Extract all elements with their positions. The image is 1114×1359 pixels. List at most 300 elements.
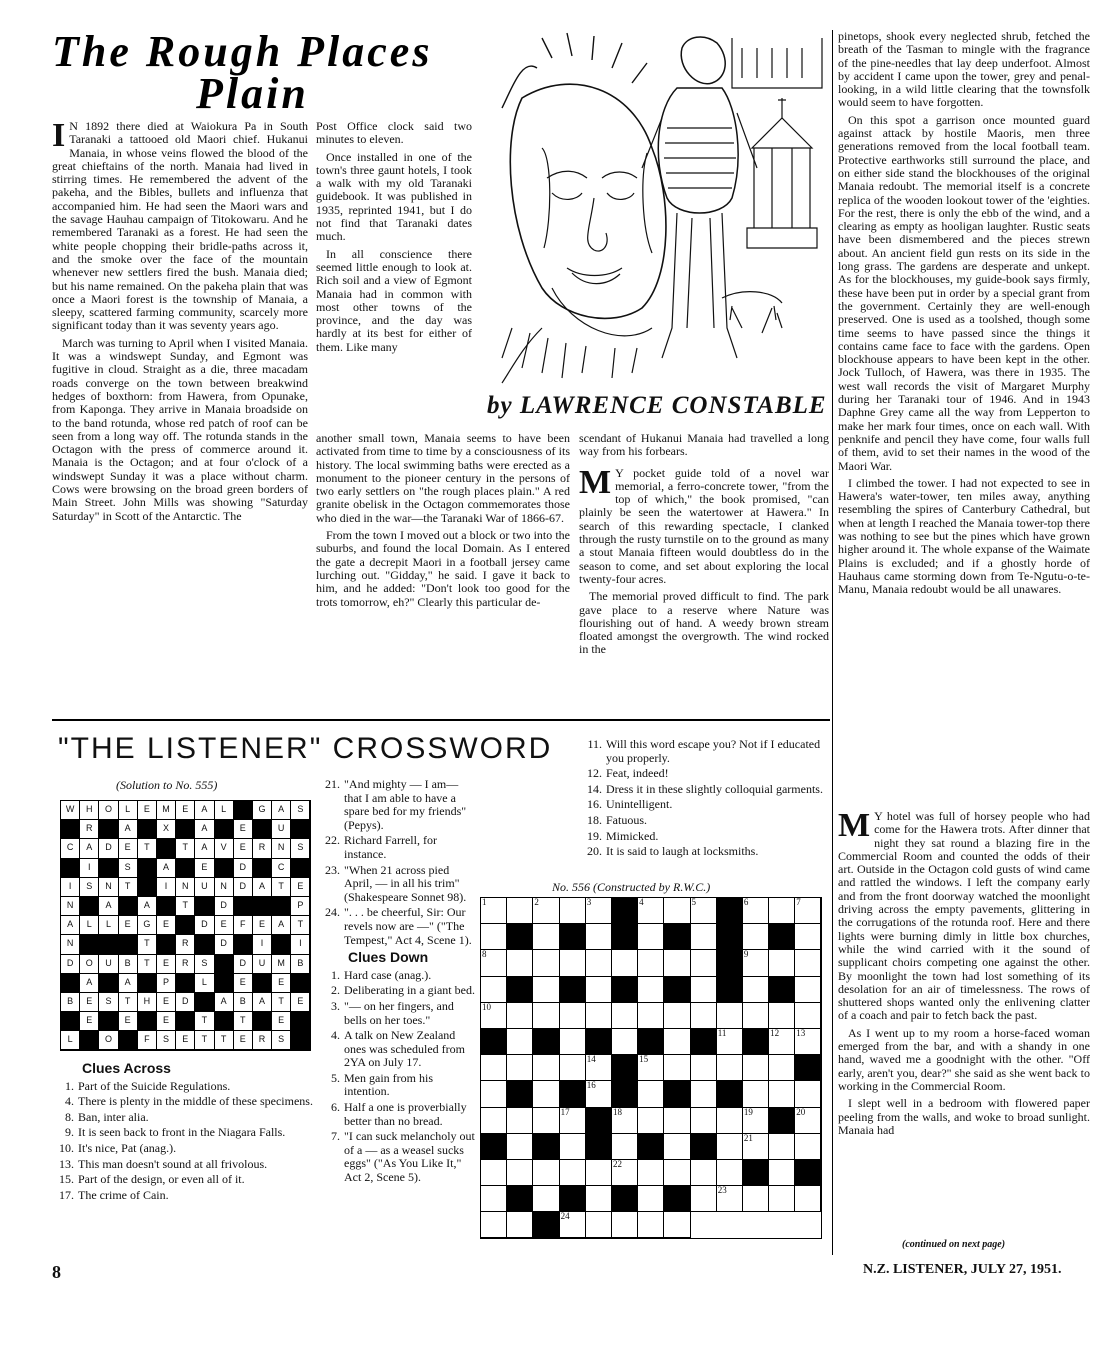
solution-cell: H <box>80 801 99 820</box>
puzzle-cell[interactable] <box>612 1081 638 1107</box>
puzzle-cell[interactable] <box>691 1134 717 1160</box>
puzzle-cell[interactable]: 10 <box>481 1003 507 1029</box>
puzzle-cell[interactable] <box>717 898 743 924</box>
puzzle-cell[interactable] <box>586 1029 612 1055</box>
puzzle-cell[interactable] <box>638 1003 664 1029</box>
puzzle-cell[interactable]: 15 <box>638 1055 664 1081</box>
solution-cell: T <box>215 1031 234 1050</box>
solution-cell: T <box>195 1031 214 1050</box>
puzzle-cell[interactable] <box>586 977 612 1003</box>
puzzle-cell[interactable] <box>560 977 586 1003</box>
solution-grid <box>60 800 311 1051</box>
clues-across-heading: Clues Across <box>82 1060 171 1076</box>
clue-item: 13. This man doesn't sound at all frivolous. <box>59 1156 268 1171</box>
puzzle-cell[interactable]: 24 <box>560 1212 586 1238</box>
clue-item: 2. Deliberating in a giant bed. <box>331 983 475 998</box>
puzzle-cell[interactable] <box>664 924 690 950</box>
solution-cell: H <box>138 993 157 1012</box>
solution-cell: T <box>291 916 310 935</box>
puzzle-cell[interactable] <box>743 1081 769 1107</box>
puzzle-cell[interactable] <box>507 924 533 950</box>
solution-cell <box>253 820 272 839</box>
solution-cell: D <box>215 935 234 954</box>
solution-cell: F <box>138 1031 157 1050</box>
solution-cell: L <box>80 916 99 935</box>
issue-line: N.Z. LISTENER, JULY 27, 1951. <box>863 1262 1062 1277</box>
puzzle-cell[interactable] <box>691 1108 717 1134</box>
puzzle-cell[interactable] <box>586 1160 612 1186</box>
puzzle-cell[interactable] <box>586 1212 612 1238</box>
solution-cell: R <box>176 955 195 974</box>
solution-cell: A <box>119 820 138 839</box>
article-paragraph: I N 1892 there died at Waiokura Pa in South Taranaki a tattooed old Maori chief. Hukanui Manaia, in whose veins flowed the blood of the great chieftains of the north. Manaia had lived in stirring times. He remembered the advent of the pakeha, and the Bibles, bullets and influenza that accompanied him. He had seen the Maori wars and the savage Hauhau campaign of Titokowaru. And he remembered Taranaki as a forest. He had seen the white people chopping their bridle-paths across it, and the smoke over the face of the mountain whenever new settlers fired the bush. Manaia died; but his name remained. On the pakeha plain that was once a Maori forest is the township of Manaia, a sleepy, scattered farming community, scarcely more significant today than it was seventy years ago. <box>52 120 308 333</box>
puzzle-cell[interactable] <box>612 1029 638 1055</box>
puzzle-cell[interactable] <box>638 1186 664 1212</box>
puzzle-cell[interactable] <box>743 1186 769 1212</box>
puzzle-cell[interactable] <box>743 1003 769 1029</box>
puzzle-cell[interactable] <box>533 1212 559 1238</box>
puzzle-cell[interactable] <box>560 898 586 924</box>
puzzle-cell[interactable] <box>612 898 638 924</box>
puzzle-cell[interactable] <box>691 950 717 976</box>
puzzle-cell[interactable] <box>769 1055 795 1081</box>
puzzle-cell[interactable] <box>743 1029 769 1055</box>
puzzle-cell[interactable] <box>638 1108 664 1134</box>
puzzle-cell[interactable] <box>769 1134 795 1160</box>
puzzle-cell[interactable]: 5 <box>691 898 717 924</box>
puzzle-cell[interactable]: 16 <box>586 1081 612 1107</box>
puzzle-cell[interactable] <box>586 1134 612 1160</box>
solution-cell: E <box>234 974 253 993</box>
puzzle-cell[interactable] <box>769 898 795 924</box>
puzzle-cell[interactable] <box>612 1212 638 1238</box>
solution-cell: B <box>291 955 310 974</box>
solution-cell: G <box>253 801 272 820</box>
puzzle-cell[interactable] <box>717 950 743 976</box>
solution-cell <box>176 974 195 993</box>
puzzle-cell[interactable]: 13 <box>795 1029 821 1055</box>
solution-cell: U <box>272 820 291 839</box>
solution-cell: N <box>176 878 195 897</box>
puzzle-cell[interactable] <box>743 924 769 950</box>
puzzle-cell[interactable] <box>560 950 586 976</box>
solution-cell <box>272 897 291 916</box>
puzzle-cell[interactable] <box>560 1029 586 1055</box>
puzzle-cell[interactable] <box>533 1081 559 1107</box>
puzzle-cell[interactable] <box>560 1186 586 1212</box>
article-paragraph: I climbed the tower. I had not expected to see in Hawera's water-tower, ten miles away, anything resembling the spires of Canterbury Cathedral, but when at length I reached the Manaia tower-top there was nothing to see but the pines which have grown higher around it. The whole expanse of the Waimate Plains is excluded; and if a ghostly horde of Hauhaus came storming down from Te-Ngutu-o-te-Manu, Manaia redoubt would be all unawares. <box>838 475 1090 597</box>
puzzle-cell[interactable] <box>664 1003 690 1029</box>
solution-cell: E <box>291 993 310 1012</box>
puzzle-cell[interactable] <box>481 1186 507 1212</box>
puzzle-cell[interactable] <box>586 1108 612 1134</box>
puzzle-cell[interactable] <box>481 1055 507 1081</box>
puzzle-cell[interactable] <box>691 924 717 950</box>
puzzle-cell[interactable] <box>795 1186 821 1212</box>
puzzle-cell[interactable] <box>717 1081 743 1107</box>
puzzle-cell[interactable] <box>481 1160 507 1186</box>
puzzle-cell[interactable]: 14 <box>586 1055 612 1081</box>
puzzle-cell[interactable] <box>664 1212 690 1238</box>
puzzle-cell[interactable]: 3 <box>586 898 612 924</box>
solution-cell <box>80 1031 99 1050</box>
puzzle-cell[interactable] <box>691 1081 717 1107</box>
puzzle-cell[interactable] <box>795 1003 821 1029</box>
solution-cell: X <box>157 820 176 839</box>
solution-cell: O <box>99 1031 118 1050</box>
solution-cell <box>138 859 157 878</box>
solution-cell: F <box>234 916 253 935</box>
article-title-line2: Plain <box>196 69 309 118</box>
puzzle-cell[interactable] <box>533 1003 559 1029</box>
puzzle-cell[interactable] <box>691 1003 717 1029</box>
puzzle-cell[interactable] <box>612 950 638 976</box>
solution-cell <box>119 935 138 954</box>
puzzle-cell[interactable] <box>664 1108 690 1134</box>
solution-cell <box>99 859 118 878</box>
clue-item: 21. "And mighty — I am—that I am able to have a spare bed for my friends" (Pepys). <box>325 777 467 832</box>
solution-cell: D <box>61 955 80 974</box>
puzzle-cell[interactable] <box>769 924 795 950</box>
puzzle-cell[interactable] <box>533 1108 559 1134</box>
puzzle-cell[interactable] <box>507 1055 533 1081</box>
puzzle-cell[interactable] <box>507 1029 533 1055</box>
puzzle-cell[interactable] <box>795 1055 821 1081</box>
solution-cell <box>195 935 214 954</box>
solution-caption: (Solution to No. 555) <box>116 778 218 792</box>
clue-item: 18. Fatuous. <box>587 812 648 827</box>
puzzle-cell[interactable]: 4 <box>638 898 664 924</box>
solution-cell: N <box>61 935 80 954</box>
solution-cell: B <box>119 955 138 974</box>
clue-item: 7. "I can suck melancholy out of a — as a weasel sucks eggs" ("As You Like It," Act 2, Scene 5). <box>331 1129 475 1185</box>
puzzle-cell[interactable] <box>769 1108 795 1134</box>
puzzle-cell[interactable] <box>769 950 795 976</box>
puzzle-cell[interactable] <box>795 1081 821 1107</box>
solution-cell: E <box>291 878 310 897</box>
puzzle-cell[interactable] <box>638 1081 664 1107</box>
solution-cell <box>215 1012 234 1031</box>
puzzle-cell[interactable] <box>507 1212 533 1238</box>
puzzle-cell[interactable] <box>560 924 586 950</box>
puzzle-cell[interactable] <box>533 1055 559 1081</box>
clues-across-right <box>318 778 476 1187</box>
clue-item: 12. Feat, indeed! <box>587 766 669 781</box>
solution-cell: P <box>157 974 176 993</box>
solution-cell: S <box>80 878 99 897</box>
article-column-1 <box>52 120 308 712</box>
puzzle-cell[interactable] <box>638 950 664 976</box>
drop-cap: I <box>52 120 66 154</box>
clue-item: 14. Dress it in these slightly colloquial garments. <box>587 781 823 796</box>
puzzle-cell[interactable] <box>795 1134 821 1160</box>
puzzle-cell[interactable] <box>664 898 690 924</box>
puzzle-cell[interactable] <box>743 977 769 1003</box>
solution-cell <box>176 916 195 935</box>
solution-cell <box>119 897 138 916</box>
solution-cell: E <box>157 993 176 1012</box>
puzzle-cell[interactable] <box>664 1186 690 1212</box>
puzzle-cell[interactable] <box>612 1055 638 1081</box>
solution-cell <box>234 935 253 954</box>
article-paragraph: scendant of Hukanui Manaia had travelled a long way from his forbears. <box>579 432 829 459</box>
puzzle-cell[interactable] <box>481 977 507 1003</box>
puzzle-cell[interactable] <box>507 898 533 924</box>
solution-cell <box>272 935 291 954</box>
article-column-2-lower <box>316 432 570 714</box>
solution-cell <box>99 1012 118 1031</box>
solution-cell: T <box>138 955 157 974</box>
solution-cell: L <box>119 801 138 820</box>
solution-cell: S <box>291 839 310 858</box>
puzzle-cell[interactable] <box>795 950 821 976</box>
solution-cell: I <box>80 859 99 878</box>
solution-cell: A <box>195 839 214 858</box>
clue-item: 17. The crime of Cain. <box>59 1187 169 1202</box>
solution-cell: S <box>291 801 310 820</box>
clue-item: 5. Men gain from his intention. <box>331 1070 433 1099</box>
puzzle-cell[interactable] <box>691 1029 717 1055</box>
solution-cell: A <box>119 974 138 993</box>
puzzle-cell[interactable] <box>664 950 690 976</box>
solution-cell: S <box>272 1031 291 1050</box>
puzzle-cell[interactable] <box>481 924 507 950</box>
puzzle-cell[interactable]: 20 <box>795 1108 821 1134</box>
puzzle-cell[interactable] <box>664 977 690 1003</box>
puzzle-cell[interactable] <box>586 1003 612 1029</box>
solution-cell: E <box>157 1012 176 1031</box>
puzzle-cell[interactable]: 19 <box>743 1108 769 1134</box>
solution-cell: G <box>138 916 157 935</box>
puzzle-cell[interactable] <box>743 1160 769 1186</box>
solution-cell <box>61 859 80 878</box>
puzzle-cell[interactable] <box>533 924 559 950</box>
clue-item: 15. Part of the design, or even all of it. <box>59 1172 245 1187</box>
solution-cell: E <box>272 974 291 993</box>
puzzle-cell[interactable]: 12 <box>769 1029 795 1055</box>
article-paragraph: From the town I moved out a block or two into the suburbs, and found the local Domain. As I entered the gate a decrepit Maori in a football jersey came lurching out. "Gidday," he said. I gave it back to him, and he added: "Don't look too good for the trots tomorrow, eh?" Clearly this particular de- <box>316 528 570 609</box>
puzzle-cell[interactable] <box>638 1212 664 1238</box>
clue-item: 4. There is plenty in the middle of these specimens. <box>65 1094 313 1109</box>
puzzle-cell[interactable] <box>481 1212 507 1238</box>
puzzle-cell[interactable] <box>533 1134 559 1160</box>
puzzle-cell[interactable] <box>664 1029 690 1055</box>
solution-cell: U <box>195 878 214 897</box>
puzzle-cell[interactable] <box>691 1186 717 1212</box>
puzzle-cell[interactable] <box>533 977 559 1003</box>
puzzle-cell[interactable] <box>560 1160 586 1186</box>
puzzle-cell[interactable] <box>507 1003 533 1029</box>
puzzle-cell[interactable] <box>691 1160 717 1186</box>
puzzle-cell[interactable] <box>612 1186 638 1212</box>
puzzle-cell[interactable] <box>795 977 821 1003</box>
solution-cell: A <box>253 878 272 897</box>
puzzle-cell[interactable]: 2 <box>533 898 559 924</box>
puzzle-cell[interactable] <box>533 950 559 976</box>
solution-cell: N <box>272 839 291 858</box>
puzzle-cell[interactable] <box>717 1134 743 1160</box>
clue-item: 20. It is said to laugh at locksmiths. <box>587 844 759 859</box>
solution-cell <box>253 1012 272 1031</box>
solution-cell: D <box>234 878 253 897</box>
puzzle-cell[interactable] <box>612 1134 638 1160</box>
section-divider <box>52 719 830 721</box>
puzzle-cell[interactable] <box>769 1160 795 1186</box>
puzzle-cell[interactable] <box>586 1186 612 1212</box>
puzzle-cell[interactable] <box>638 1160 664 1186</box>
solution-cell: D <box>234 955 253 974</box>
solution-cell: E <box>119 839 138 858</box>
clue-item: 1. Part of the Suicide Regulations. <box>65 1078 231 1093</box>
solution-cell: D <box>99 839 118 858</box>
puzzle-cell[interactable]: 22 <box>612 1160 638 1186</box>
puzzle-cell[interactable] <box>717 1160 743 1186</box>
puzzle-cell[interactable] <box>533 1029 559 1055</box>
solution-cell: I <box>253 935 272 954</box>
solution-cell: E <box>80 993 99 1012</box>
solution-cell: I <box>61 878 80 897</box>
puzzle-cell[interactable] <box>664 1160 690 1186</box>
solution-cell <box>253 974 272 993</box>
puzzle-cell[interactable]: 17 <box>560 1108 586 1134</box>
column-divider <box>832 30 833 1255</box>
solution-cell: E <box>119 1012 138 1031</box>
puzzle-cell[interactable] <box>612 1003 638 1029</box>
solution-cell: A <box>80 839 99 858</box>
puzzle-cell[interactable] <box>481 1134 507 1160</box>
puzzle-cell[interactable]: 7 <box>795 898 821 924</box>
puzzle-cell[interactable]: 1 <box>481 898 507 924</box>
puzzle-cell[interactable] <box>664 1055 690 1081</box>
puzzle-cell[interactable]: 23 <box>717 1186 743 1212</box>
puzzle-cell[interactable]: 9 <box>743 950 769 976</box>
solution-cell: C <box>61 839 80 858</box>
puzzle-cell[interactable] <box>533 1160 559 1186</box>
clue-item: 6. Half a one is proverbially better than no bread. <box>331 1100 467 1128</box>
solution-cell: A <box>253 993 272 1012</box>
solution-cell: T <box>176 897 195 916</box>
puzzle-cell[interactable] <box>769 1003 795 1029</box>
puzzle-cell[interactable] <box>717 977 743 1003</box>
puzzle-cell[interactable] <box>560 1134 586 1160</box>
solution-cell: T <box>234 1012 253 1031</box>
solution-cell: A <box>61 916 80 935</box>
puzzle-cell[interactable] <box>638 1029 664 1055</box>
puzzle-caption: No. 556 (Constructed by R.W.C.) <box>552 880 711 894</box>
solution-cell: E <box>157 955 176 974</box>
article-paragraph: The memorial proved difficult to find. The park gave place to a reserve where Nature was flourishing out of hand. A weedy brown stream floated amongst the overgrowth. The wind rocked in the <box>579 589 829 657</box>
puzzle-cell[interactable] <box>507 977 533 1003</box>
puzzle-cell[interactable]: 18 <box>612 1108 638 1134</box>
puzzle-cell[interactable] <box>560 1003 586 1029</box>
puzzle-cell[interactable]: 8 <box>481 950 507 976</box>
solution-cell <box>138 974 157 993</box>
solution-cell: T <box>119 993 138 1012</box>
solution-cell: E <box>234 820 253 839</box>
solution-cell: O <box>80 955 99 974</box>
article-paragraph: I slept well in a bedroom with flowered paper peeling from the walls, and woke to broad sunlight. Manaia had <box>838 1096 1090 1137</box>
article-column-4 <box>838 30 1090 800</box>
puzzle-cell[interactable] <box>743 1055 769 1081</box>
puzzle-cell[interactable] <box>638 924 664 950</box>
clue-item: 3. "— on her fingers, and bells on her toes." <box>331 998 454 1027</box>
puzzle-cell[interactable] <box>481 1108 507 1134</box>
puzzle-cell[interactable] <box>481 1029 507 1055</box>
puzzle-cell[interactable] <box>717 1055 743 1081</box>
solution-cell: A <box>99 897 118 916</box>
puzzle-cell[interactable] <box>769 1081 795 1107</box>
solution-cell: E <box>80 1012 99 1031</box>
puzzle-cell[interactable]: 21 <box>743 1134 769 1160</box>
article-column-3 <box>579 432 829 714</box>
solution-cell <box>176 820 195 839</box>
puzzle-cell[interactable] <box>507 1081 533 1107</box>
puzzle-cell[interactable] <box>507 950 533 976</box>
solution-cell: T <box>176 839 195 858</box>
puzzle-cell[interactable] <box>507 1186 533 1212</box>
crossword-title: "THE LISTENER" CROSSWORD <box>58 732 553 765</box>
solution-cell: B <box>234 993 253 1012</box>
clue-item: 4. A talk on New Zealand ones was scheduled from 2YA on July 17. <box>331 1028 465 1070</box>
solution-cell: O <box>99 801 118 820</box>
puzzle-cell[interactable] <box>795 1160 821 1186</box>
solution-cell: T <box>138 839 157 858</box>
solution-cell: E <box>176 1031 195 1050</box>
solution-cell <box>61 1012 80 1031</box>
puzzle-cell[interactable] <box>717 1108 743 1134</box>
puzzle-cell[interactable] <box>638 1134 664 1160</box>
puzzle-cell[interactable] <box>560 1055 586 1081</box>
puzzle-cell[interactable] <box>638 977 664 1003</box>
puzzle-cell[interactable] <box>612 977 638 1003</box>
solution-cell: M <box>157 801 176 820</box>
puzzle-cell[interactable] <box>691 977 717 1003</box>
solution-cell <box>215 974 234 993</box>
puzzle-cell[interactable] <box>533 1186 559 1212</box>
drop-cap: M <box>579 463 612 501</box>
puzzle-cell[interactable] <box>769 1186 795 1212</box>
puzzle-cell[interactable] <box>612 924 638 950</box>
puzzle-cell[interactable] <box>586 924 612 950</box>
puzzle-cell[interactable] <box>507 1108 533 1134</box>
solution-cell: A <box>80 974 99 993</box>
puzzle-cell[interactable] <box>691 1055 717 1081</box>
puzzle-cell[interactable]: 6 <box>743 898 769 924</box>
solution-cell: S <box>157 1031 176 1050</box>
puzzle-cell[interactable] <box>507 1134 533 1160</box>
clue-item: 24. ". . . be cheerful, Sir: Our revels now are —" ("The Tempest," Act 4, Scene 1). <box>325 905 472 947</box>
puzzle-cell[interactable] <box>586 950 612 976</box>
solution-cell <box>157 935 176 954</box>
puzzle-cell[interactable] <box>795 924 821 950</box>
puzzle-cell[interactable] <box>664 1134 690 1160</box>
article-paragraph: March was turning to April when I visited Manaia. It was a windswept Sunday, and Egmont was fugitive in cloud. Straight as a die, three macadam roads converge on the town between breakwind hedges of boxthorn: from Hawera, from Opunake, from Kaponga. They arrive in Manaia broadside on to the band rotunda, whose red patch of roof can be seen from a long way off. The rotunda stands in the Octagon with the press of commerce around it. Manaia is the Octagon; and at four o'clock of a windswept Sunday it was a place without charm. Cows were browsing on the broad green borders of Main Street. John Mills was showing "Saturday Saturday" in Scott of the Antarctic. The <box>52 335 308 523</box>
solution-cell: S <box>99 993 118 1012</box>
puzzle-cell[interactable] <box>481 1081 507 1107</box>
solution-cell: V <box>215 839 234 858</box>
solution-cell: U <box>253 955 272 974</box>
puzzle-cell[interactable] <box>717 1003 743 1029</box>
solution-cell: R <box>253 1031 272 1050</box>
clues-across-left <box>52 1058 314 1204</box>
puzzle-cell[interactable] <box>560 1081 586 1107</box>
puzzle-cell[interactable] <box>507 1160 533 1186</box>
puzzle-cell[interactable] <box>664 1081 690 1107</box>
solution-cell: R <box>176 935 195 954</box>
puzzle-cell[interactable]: 11 <box>717 1029 743 1055</box>
puzzle-cell[interactable] <box>717 924 743 950</box>
puzzle-cell[interactable] <box>769 977 795 1003</box>
